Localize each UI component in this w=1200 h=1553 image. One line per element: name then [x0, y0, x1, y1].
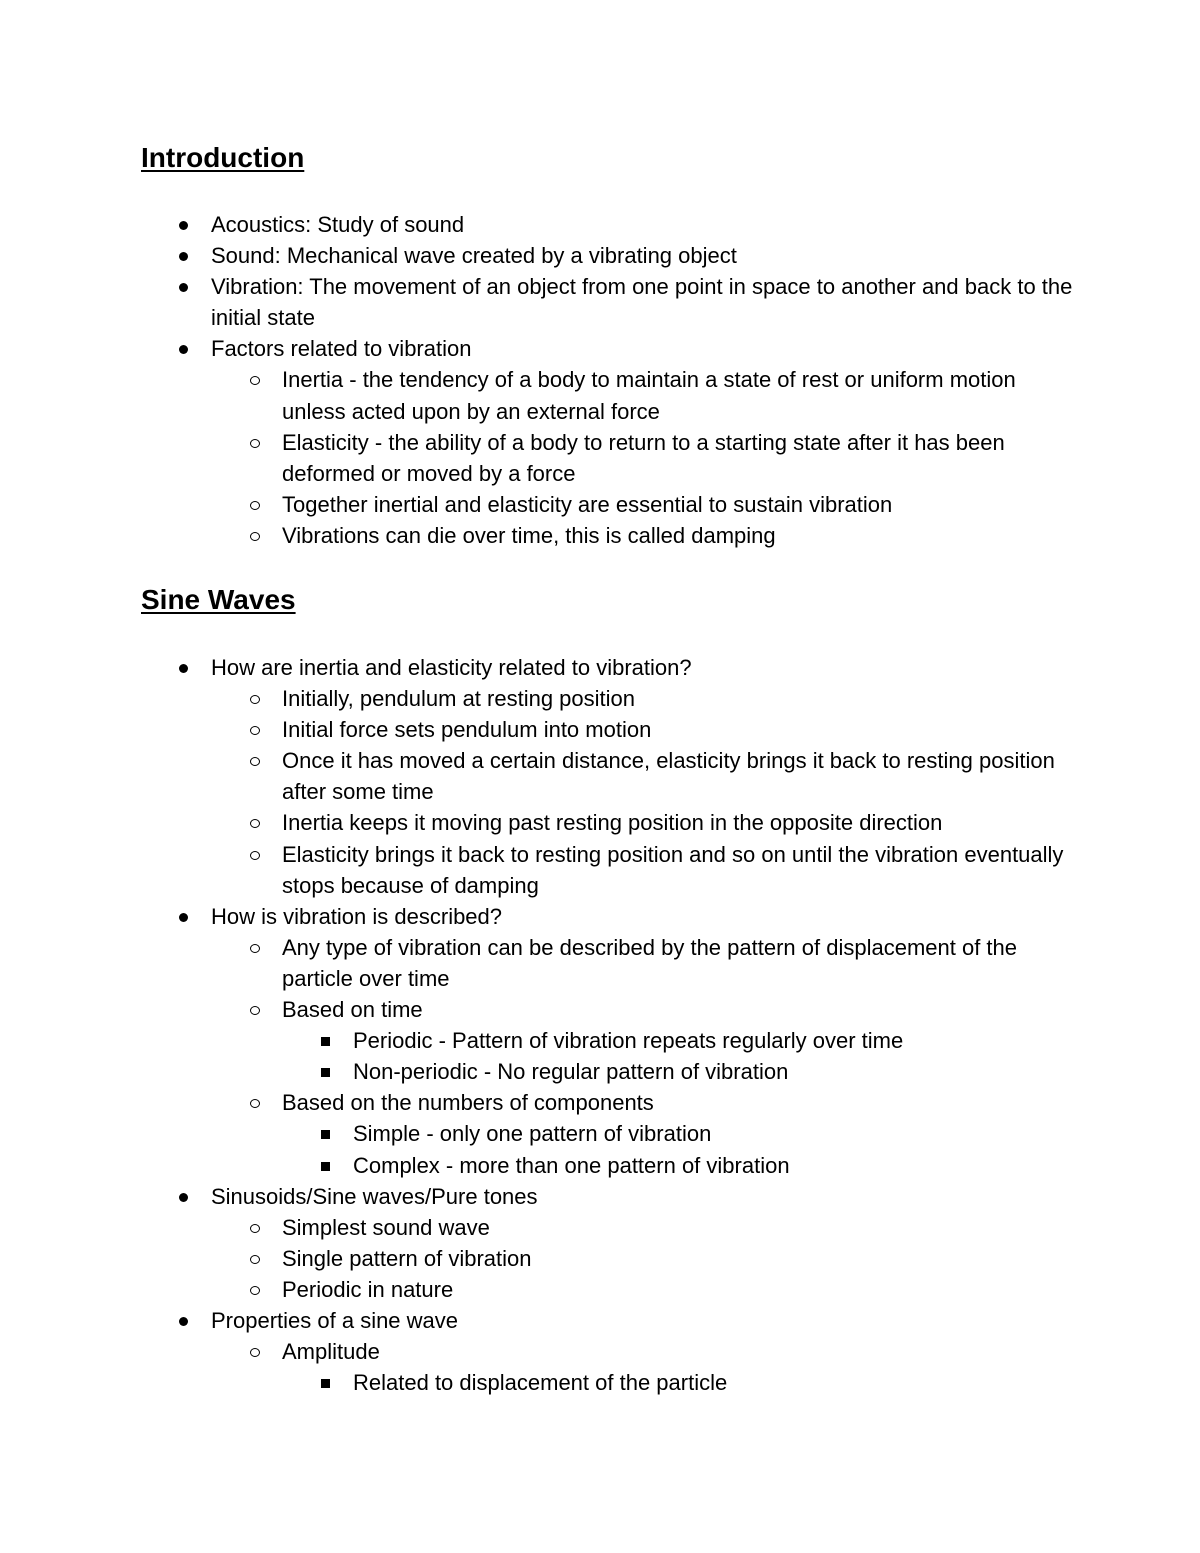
- hollow-circle-bullet-icon: [250, 376, 260, 385]
- list-item: Together inertial and elasticity are essential to sustain vibration: [141, 489, 1081, 520]
- list-item: Simple - only one pattern of vibration: [141, 1118, 1081, 1149]
- filled-circle-bullet-icon: [179, 1193, 188, 1202]
- hollow-circle-bullet-icon: [250, 757, 260, 766]
- introduction-bullet-list: [141, 209, 1081, 551]
- list-item: Acoustics: Study of sound: [141, 209, 1081, 240]
- hollow-circle-bullet-icon: [250, 1255, 260, 1264]
- hollow-circle-bullet-icon: [250, 819, 260, 828]
- filled-circle-bullet-icon: [179, 345, 188, 354]
- filled-square-bullet-icon: [321, 1130, 330, 1139]
- list-item: Initial force sets pendulum into motion: [141, 714, 1081, 745]
- filled-square-bullet-icon: [321, 1037, 330, 1046]
- list-item: Amplitude: [141, 1336, 1081, 1367]
- filled-square-bullet-icon: [321, 1379, 330, 1388]
- hollow-circle-bullet-icon: [250, 851, 260, 860]
- list-item: Sound: Mechanical wave created by a vibrating object: [141, 240, 1081, 271]
- list-item: Any type of vibration can be described by the pattern of displacement of the particle over time: [141, 932, 1081, 994]
- list-item: Based on time: [141, 994, 1081, 1025]
- sine-waves-bullet-list: [141, 652, 1081, 1398]
- hollow-circle-bullet-icon: [250, 501, 260, 510]
- hollow-circle-bullet-icon: [250, 1348, 260, 1357]
- list-item: Sinusoids/Sine waves/Pure tones: [141, 1181, 1081, 1212]
- list-item: Vibrations can die over time, this is called damping: [141, 520, 1081, 551]
- list-item: Elasticity - the ability of a body to return to a starting state after it has been deformed or moved by a force: [141, 427, 1081, 489]
- hollow-circle-bullet-icon: [250, 1099, 260, 1108]
- filled-circle-bullet-icon: [179, 913, 188, 922]
- list-item: Factors related to vibration: [141, 333, 1081, 364]
- list-item: How is vibration is described?: [141, 901, 1081, 932]
- list-item: Initially, pendulum at resting position: [141, 683, 1081, 714]
- filled-circle-bullet-icon: [179, 221, 188, 230]
- hollow-circle-bullet-icon: [250, 532, 260, 541]
- filled-circle-bullet-icon: [179, 1317, 188, 1326]
- filled-circle-bullet-icon: [179, 664, 188, 673]
- filled-square-bullet-icon: [321, 1068, 330, 1077]
- section-heading-sine-waves: Sine Waves: [141, 584, 296, 615]
- list-item: Periodic - Pattern of vibration repeats regularly over time: [141, 1025, 1081, 1056]
- hollow-circle-bullet-icon: [250, 439, 260, 448]
- section-heading-introduction: Introduction: [141, 142, 305, 173]
- hollow-circle-bullet-icon: [250, 944, 260, 953]
- hollow-circle-bullet-icon: [250, 726, 260, 735]
- list-item: How are inertia and elasticity related to vibration?: [141, 652, 1081, 683]
- list-item: Vibration: The movement of an object from one point in space to another and back to the initial state: [141, 271, 1081, 333]
- list-item: Periodic in nature: [141, 1274, 1081, 1305]
- list-item: Simplest sound wave: [141, 1212, 1081, 1243]
- filled-circle-bullet-icon: [179, 283, 188, 292]
- hollow-circle-bullet-icon: [250, 695, 260, 704]
- list-item: Complex - more than one pattern of vibration: [141, 1150, 1081, 1181]
- list-item: Elasticity brings it back to resting position and so on until the vibration eventually stops because of damping: [141, 839, 1081, 901]
- filled-square-bullet-icon: [321, 1162, 330, 1171]
- list-item: Inertia keeps it moving past resting position in the opposite direction: [141, 807, 1081, 838]
- hollow-circle-bullet-icon: [250, 1286, 260, 1295]
- list-item: Once it has moved a certain distance, elasticity brings it back to resting position after some time: [141, 745, 1081, 807]
- list-item: Single pattern of vibration: [141, 1243, 1081, 1274]
- list-item: Related to displacement of the particle: [141, 1367, 1081, 1398]
- hollow-circle-bullet-icon: [250, 1224, 260, 1233]
- list-item: Properties of a sine wave: [141, 1305, 1081, 1336]
- list-item: Based on the numbers of components: [141, 1087, 1081, 1118]
- hollow-circle-bullet-icon: [250, 1006, 260, 1015]
- filled-circle-bullet-icon: [179, 252, 188, 261]
- list-item: Inertia - the tendency of a body to maintain a state of rest or uniform motion unless acted upon by an external force: [141, 364, 1081, 426]
- list-item: Non-periodic - No regular pattern of vibration: [141, 1056, 1081, 1087]
